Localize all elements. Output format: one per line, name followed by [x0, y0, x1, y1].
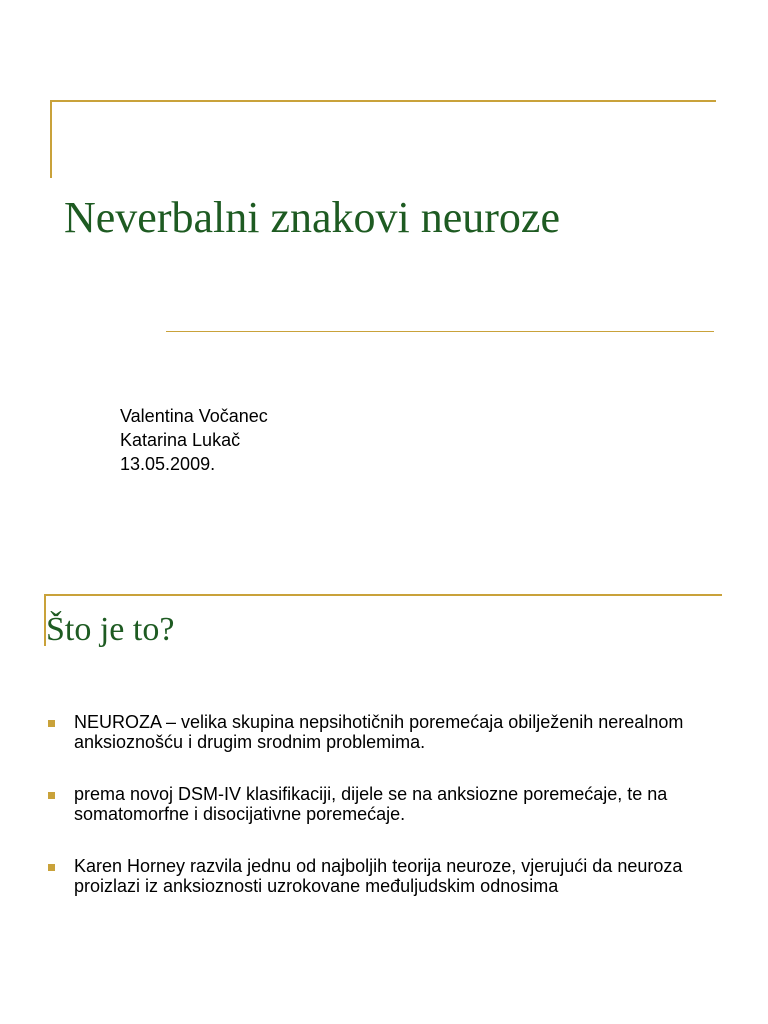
author-name: Valentina Vočanec [120, 406, 268, 426]
presentation-date: 13.05.2009. [120, 454, 216, 474]
bullet-item [48, 856, 738, 896]
bullet-text: Karen Horney razvila jednu od najboljih teorija neuroze, vjerujući da neuroza proizlazi iz anksioznosti uzrokovane međuljudskim odnosima [74, 856, 683, 896]
bullet-item [48, 784, 738, 824]
bullet-list [48, 712, 738, 928]
bullet-item [48, 712, 738, 752]
top-horizontal-rule [50, 100, 716, 102]
top-vertical-rule [50, 100, 52, 178]
slide2-horizontal-rule [44, 594, 722, 596]
bullet-text: prema novoj DSM-IV klasifikaciji, dijele se na anksiozne poremećaje, te na somatomorfne i disocijativne poremećaje. [74, 784, 668, 824]
bullet-text: NEUROZA – velika skupina nepsihotičnih poremećaja obilježenih nerealnom anksioznošću i drugim srodnim problemima. [74, 712, 684, 752]
square-bullet-icon [48, 864, 55, 871]
square-bullet-icon [48, 792, 55, 799]
subtitle-block [120, 404, 268, 476]
slide-title: Neverbalni znakovi neuroze [64, 193, 560, 242]
slide2-title: Što je to? [46, 611, 175, 648]
square-bullet-icon [48, 720, 55, 727]
author-name: Katarina Lukač [120, 430, 241, 450]
title-underline-rule [166, 331, 714, 332]
